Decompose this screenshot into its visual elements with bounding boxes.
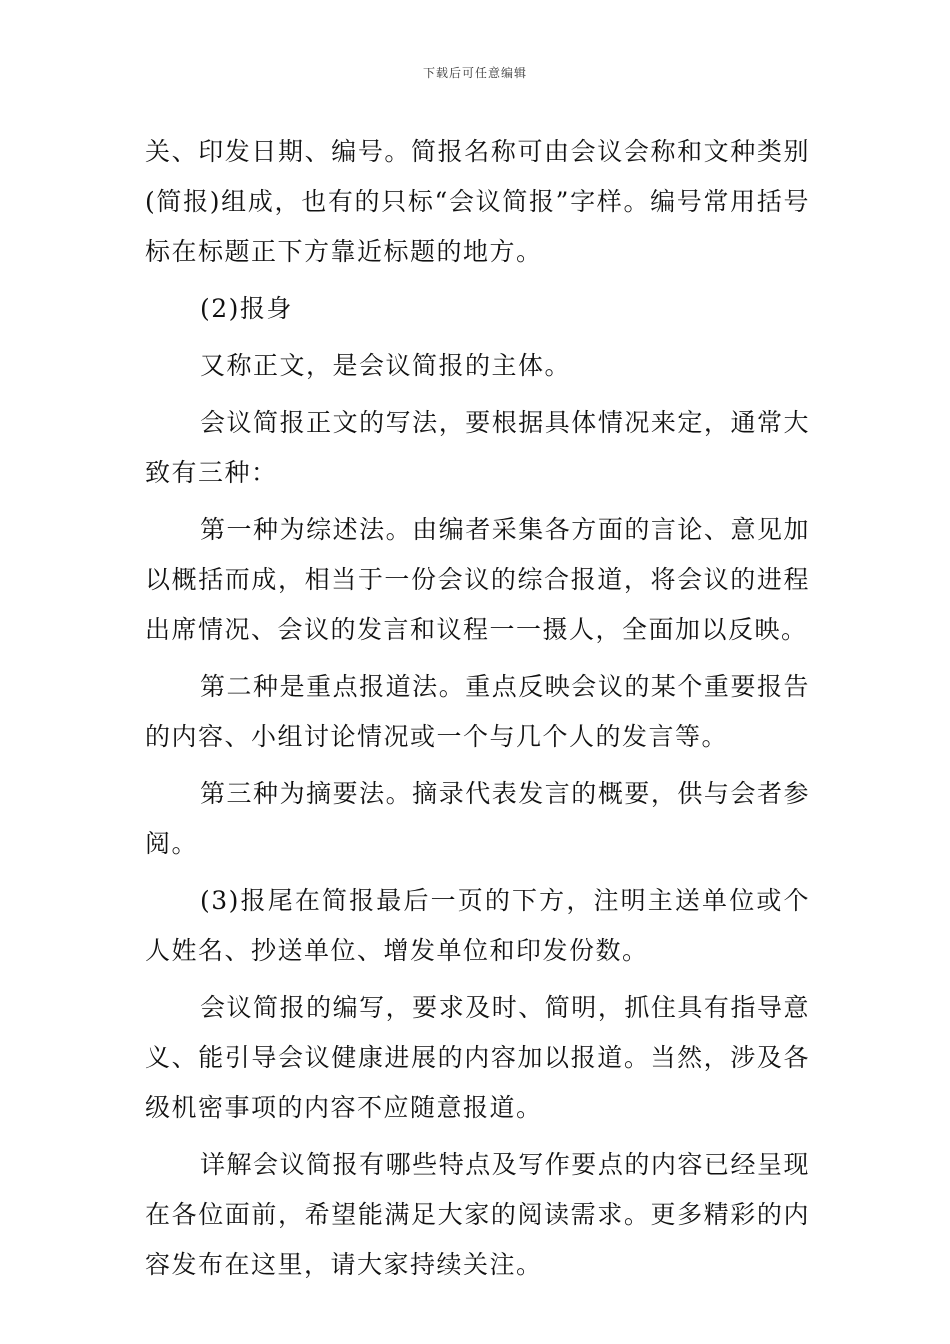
page-header: 下载后可任意编辑 [422,66,527,80]
paragraph: 第一种为综述法。由编者采集各方面的言论、意见加以概括而成，相当于一份会议的综合报道，将会议的进程出席情况、会议的发言和议程一一摄人，全面加以反映。 [145,515,810,644]
paragraph: (2)报身 [200,294,293,323]
paragraph: 又称正文，是会议简报的主体。 [200,351,572,380]
paragraph: 第三种为摘要法。摘录代表发言的概要，供与会者参阅。 [145,779,810,858]
paragraph: 第二种是重点报道法。重点反映会议的某个重要报告的内容、小组讨论情况或一个与几个人的发言等。 [145,672,810,751]
paragraph: 会议简报的编写，要求及时、简明，抓住具有指导意义、能引导会议健康进展的内容加以报道。当然，涉及各级机密事项的内容不应随意报道。 [145,993,810,1122]
paragraph: (3)报尾在简报最后一页的下方，注明主送单位或个人姓名、抄送单位、增发单位和印发份数。 [145,886,810,965]
paragraph: 详解会议简报有哪些特点及写作要点的内容已经呈现在各位面前，希望能满足大家的阅读需求。更多精彩的内容发布在这里，请大家持续关注。 [145,1150,810,1279]
paragraph: 关、印发日期、编号。简报名称可由会议会称和文种类别(简报)组成，也有的只标“会议简报”字样。编号常用括号标在标题正下方靠近标题的地方。 [145,137,810,266]
document-body [145,127,810,1297]
paragraph: 会议简报正文的写法，要根据具体情况来定，通常大致有三种： [145,408,810,487]
